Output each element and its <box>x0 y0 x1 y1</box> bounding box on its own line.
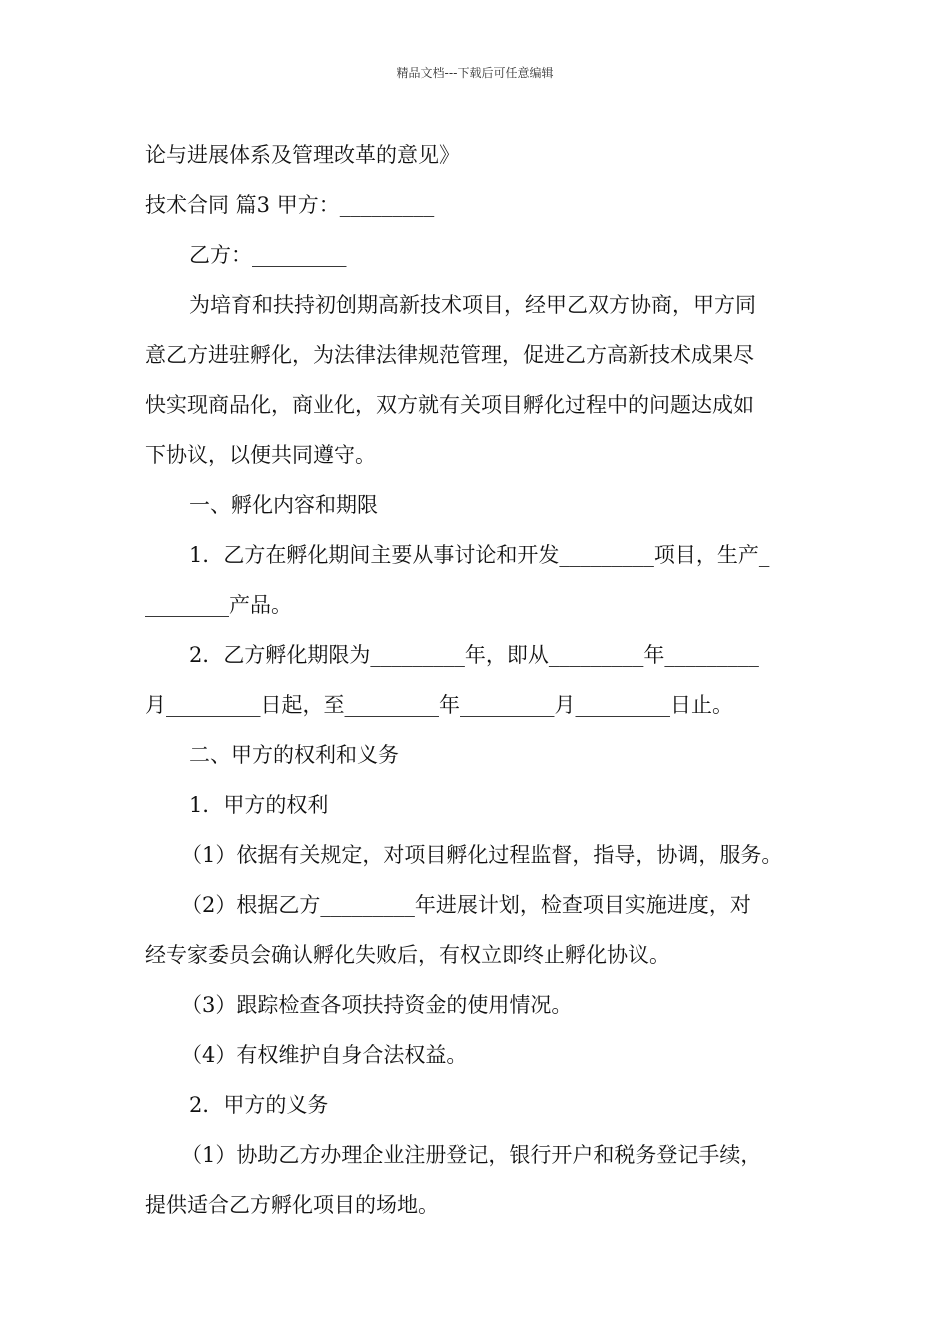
paragraph-line: 快实现商品化，商业化，双方就有关项目孵化过程中的问题达成如 <box>145 393 754 417</box>
paragraph-line: 意乙方进驻孵化，为法律法律规范管理，促进乙方高新技术成果尽 <box>145 343 754 367</box>
paragraph-line: 为培育和扶持初创期高新技术项目，经甲乙双方协商，甲方同 <box>189 293 756 317</box>
clause-line: （1）依据有关规定，对项目孵化过程监督，指导，协调，服务。 <box>181 843 783 867</box>
subsection-heading: 2．甲方的义务 <box>189 1093 329 1117</box>
subsection-heading: 1．甲方的权利 <box>189 793 329 817</box>
clause-line: 经专家委员会确认孵化失败后，有权立即终止孵化协议。 <box>145 943 670 967</box>
section-heading: 二、甲方的权利和义务 <box>189 743 399 767</box>
clause-line: （2）根据乙方_________年进展计划，检查项目实施进度，对 <box>181 893 751 917</box>
clause-line: 月_________日起，至_________年_________月_________日止。 <box>145 693 733 717</box>
section-heading: 一、孵化内容和期限 <box>189 493 378 517</box>
clause-line: ________产品。 <box>145 593 292 617</box>
clause-line: 2．乙方孵化期限为_________年，即从_________年_________ <box>189 643 759 667</box>
clause-line: 1．乙方在孵化期间主要从事讨论和开发_________项目，生产_ <box>189 543 770 567</box>
clause-line: 提供适合乙方孵化项目的场地。 <box>145 1193 439 1217</box>
page-header: 精品文档---下载后可任意编辑 <box>396 66 554 80</box>
text-line: 论与进展体系及管理改革的意见》 <box>145 143 460 167</box>
contract-title-line: 技术合同 篇3 甲方：_________ <box>145 193 435 217</box>
party-b-line: 乙方：_________ <box>189 243 347 267</box>
document-body <box>145 130 815 1230</box>
clause-line: （1）协助乙方办理企业注册登记，银行开户和税务登记手续， <box>181 1143 762 1167</box>
clause-line: （4）有权维护自身合法权益。 <box>181 1043 468 1067</box>
paragraph-line: 下协议，以便共同遵守。 <box>145 443 376 467</box>
clause-line: （3）跟踪检查各项扶持资金的使用情况。 <box>181 993 573 1017</box>
